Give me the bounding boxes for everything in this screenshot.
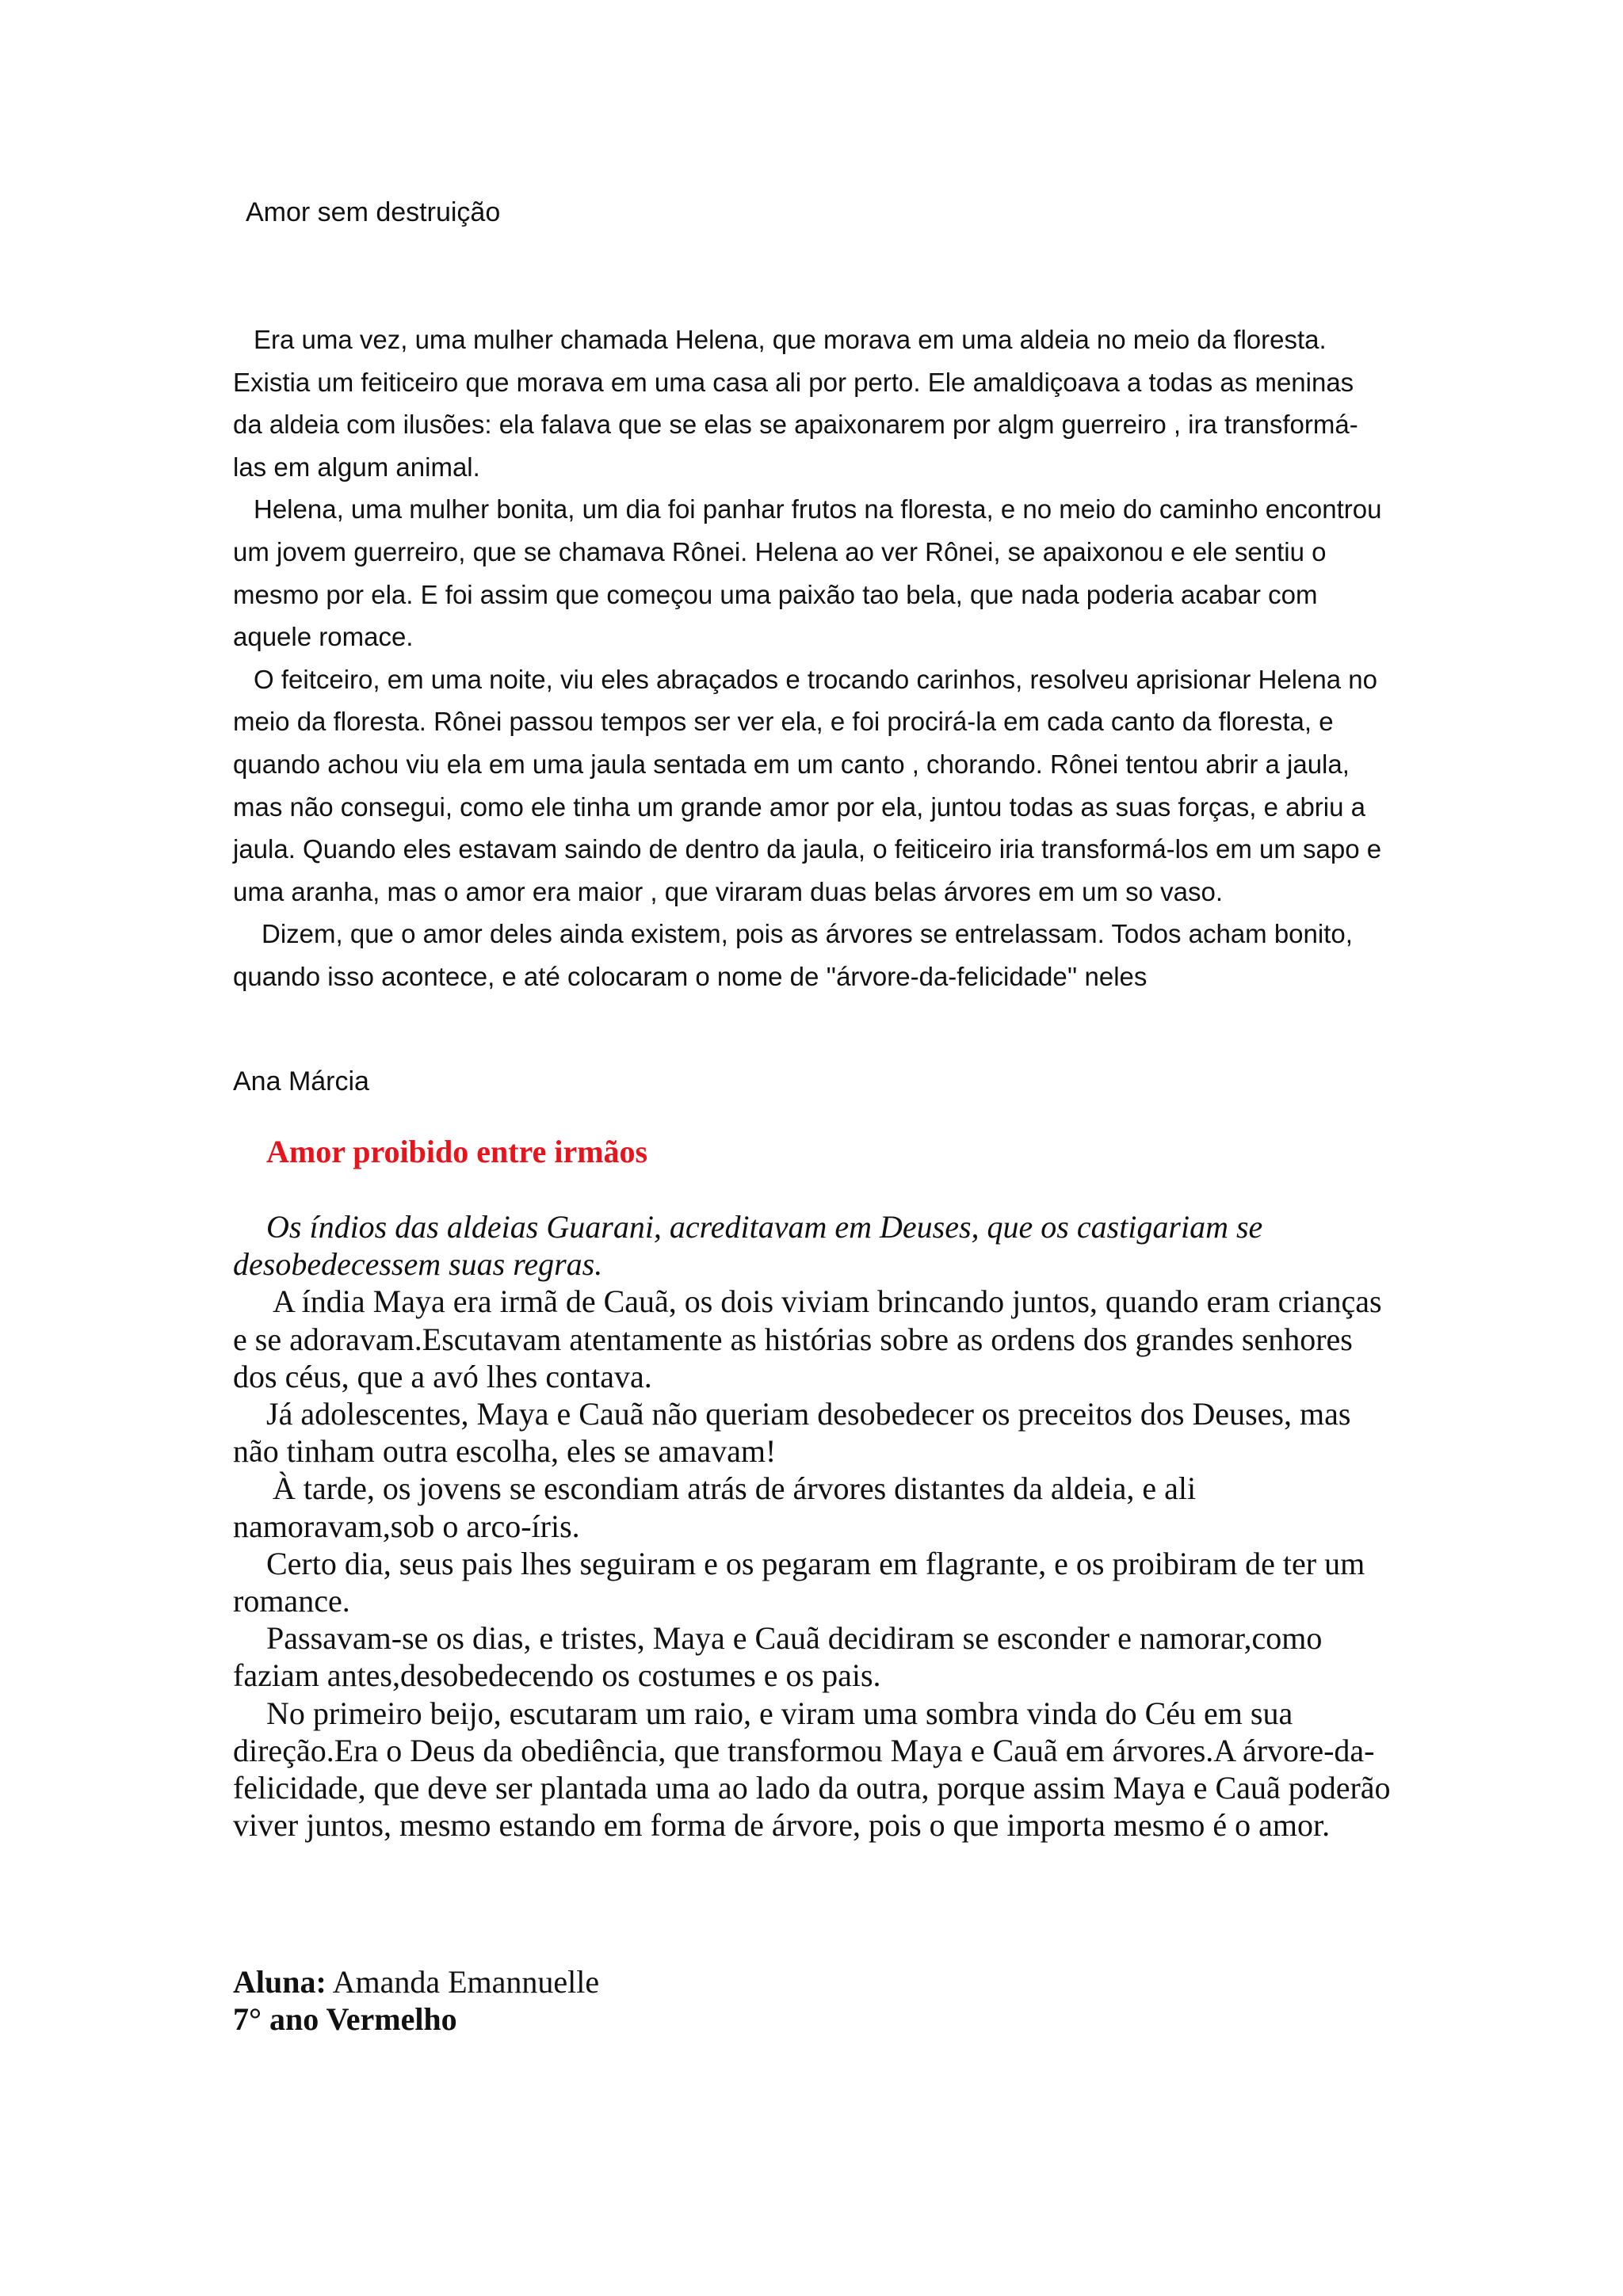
signature-class: [233, 2000, 599, 2038]
signature-block: [233, 1963, 599, 2038]
story2-paragraph: A índia Maya era irmã de Cauã, os dois viviam brincando juntos, quando eram crianças e se adoravam.Escutavam atentamente as histórias sobre as ordens dos grandes senhores dos céus, que a avó lhes contava.: [233, 1283, 1382, 1394]
story1-title: Amor sem destruição: [246, 197, 501, 227]
signature-label: Aluna:: [233, 1964, 327, 2000]
story1-paragraph: O feitceiro, em uma noite, viu eles abraçados e trocando carinhos, resolveu aprisionar Helena no meio da floresta. Rônei passou tempos ser ver ela, e foi procirá-la em cada canto da floresta, e quando achou viu ela em uma jaula sentada em um canto , chorando. Rônei tentou abrir a jaula, mas não consegui, como ele tinha um grande amor por ela, juntou todas as suas forças, e abriu a jaula. Quando eles estavam saindo de dentro da jaula, o feiticeiro iria transformá-los em um sapo e uma aranha, mas o amor era maior , que viraram duas belas árvores em um so vaso.: [233, 664, 1382, 906]
story2-paragraph: Certo dia, seus pais lhes seguiram e os pegaram em flagrante, e os proibiram de ter um romance.: [233, 1545, 1365, 1619]
story2-paragraph: À tarde, os jovens se escondiam atrás de árvores distantes da aldeia, e ali namoravam,sob o arco-íris.: [233, 1470, 1197, 1544]
story2-title: Amor proibido entre irmãos: [266, 1134, 648, 1169]
story1-author: Ana Márcia: [233, 1066, 369, 1097]
story2-paragraph: Passavam-se os dias, e tristes, Maya e Cauã decidiram se esconder e namorar,como faziam antes,desobedecendo os costumes e os pais.: [233, 1620, 1323, 1694]
story2-body: [233, 1208, 1398, 1844]
story1-paragraph: Dizem, que o amor deles ainda existem, pois as árvores se entrelassam. Todos acham bonito, quando isso acontece, e até colocaram o nome de ''árvore-da-felicidade'' neles: [233, 919, 1353, 991]
story1-body: [233, 318, 1390, 998]
story2-intro: Os índios das aldeias Guarani, acreditavam em Deuses, que os castigariam se desobedecessem suas regras.: [233, 1209, 1263, 1283]
story1-paragraph: Era uma vez, uma mulher chamada Helena, que morava em uma aldeia no meio da floresta. Existia um feiticeiro que morava em uma casa ali por perto. Ele amaldiçoava a todas as meninas da aldeia com ilusões: ela falava que se elas se apaixonarem por algm guerreiro , ira transformá-las em algum animal.: [233, 325, 1358, 482]
signature-line: [233, 1963, 599, 2000]
story1-paragraph: Helena, uma mulher bonita, um dia foi panhar frutos na floresta, e no meio do caminho encontrou um jovem guerreiro, que se chamava Rônei. Helena ao ver Rônei, se apaixonou e ele sentiu o mesmo por ela. E foi assim que começou uma paixão tao bela, que nada poderia acabar com aquele romace.: [233, 494, 1382, 652]
story2-paragraph: Já adolescentes, Maya e Cauã não queriam desobedecer os preceitos dos Deuses, mas não tinham outra escolha, eles se amavam!: [233, 1396, 1351, 1470]
signature-name: Amanda Emannuelle: [332, 1964, 600, 2000]
story2-paragraph: No primeiro beijo, escutaram um raio, e viram uma sombra vinda do Céu em sua direção.Era o Deus da obediência, que transformou Maya e Cauã em árvores.A árvore-da-felicidade, que deve ser plantada uma ao lado da outra, porque assim Maya e Cauã poderão viver juntos, mesmo estando em forma de árvore, pois o que importa mesmo é o amor.: [233, 1695, 1391, 1844]
class-label: 7° ano Vermelho: [233, 2001, 457, 2037]
